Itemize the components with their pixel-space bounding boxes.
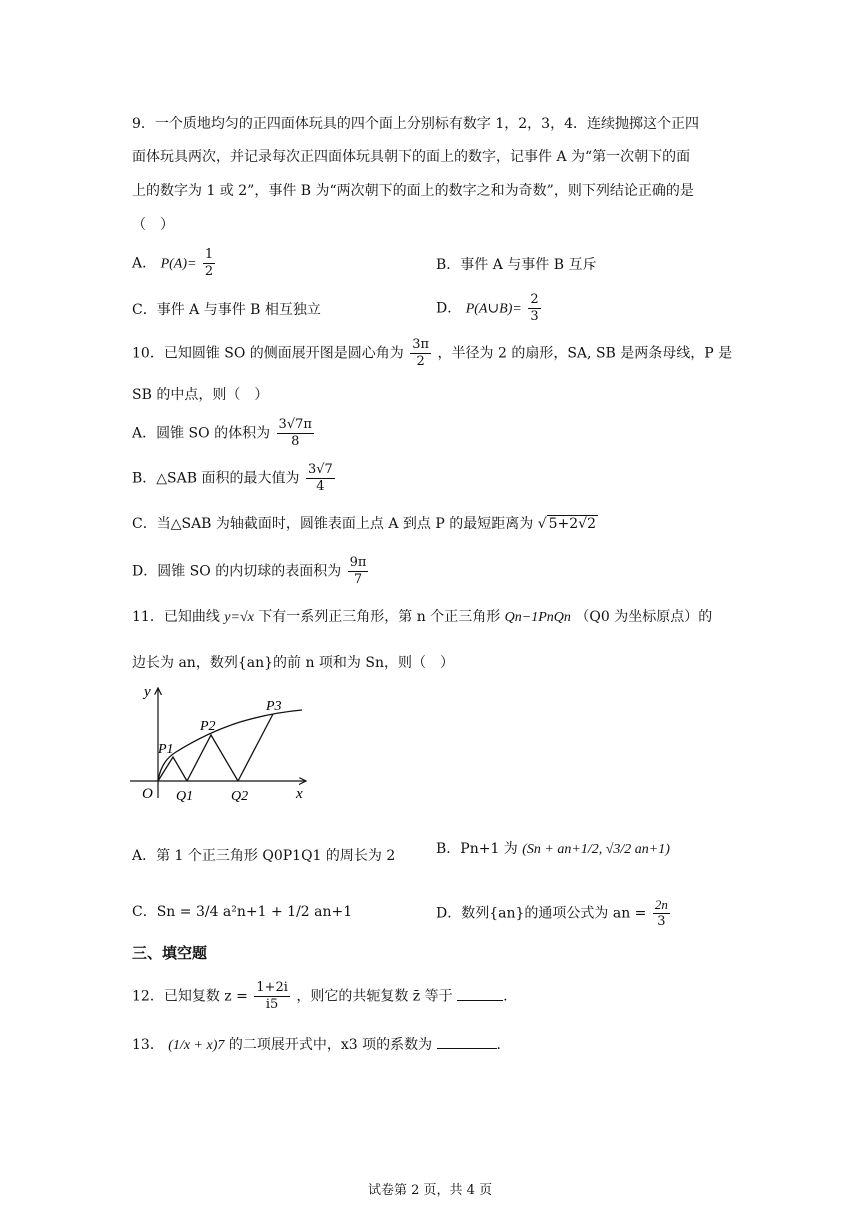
label-origin: O: [142, 786, 153, 802]
q10-option-d-fraction: [348, 556, 369, 587]
page-footer: 试卷第 2 页，共 4 页: [368, 1183, 493, 1198]
q13: [132, 1038, 501, 1053]
q9-option-b: B．事件 A 与事件 B 互斥: [436, 257, 597, 273]
frac-num: 3√7: [307, 462, 333, 477]
frac-den: 2: [204, 264, 214, 279]
q9-option-d: [436, 293, 543, 324]
q10-option-a-fraction: [277, 418, 314, 449]
q13-expr: (1/x + x)7: [168, 1038, 225, 1053]
q11-line1-pre: 11．已知曲线: [132, 609, 220, 625]
q10-line1-post: ，半径为 2 的扇形，SA, SB 是两条母线，P 是: [437, 345, 733, 362]
q10-line1: [132, 338, 732, 369]
q10-line1-pre: 10．已知圆锥 SO 的侧面展开图是圆心角为: [132, 345, 404, 362]
q11-line2: 边长为 an，数列{an}的前 n 项和为 Sn，则（ ）: [132, 655, 454, 671]
label-p3: P3: [266, 699, 282, 714]
frac-num: 3π: [412, 337, 430, 352]
q11-option-b-pre: B．Pn+1 为: [436, 841, 518, 857]
q11-option-b-expr: (Sn + an+1/2, √3/2 an+1): [522, 842, 670, 857]
triangle-1: [158, 757, 187, 781]
frac-num: 3√7π: [278, 417, 312, 432]
q10-option-b-pre: B．△SAB 面积的最大值为: [132, 470, 300, 487]
q13-post: 的二项展开式中，x3 项的系数为: [228, 1037, 433, 1053]
q9-line2: 面体玩具两次，并记录每次正四面体玩具朝下的面上的数字，记事件 A 为“第一次朝下的面: [132, 149, 691, 165]
frac-num: 9π: [349, 555, 367, 570]
frac-den: 2: [416, 354, 425, 369]
q10-option-b-fraction: [306, 463, 335, 494]
q12: [132, 981, 508, 1012]
q11-option-b: [436, 842, 670, 857]
frac-num: 1: [204, 247, 214, 262]
label-p1: P1: [158, 742, 174, 757]
q9-line1: 9．一个质地均匀的正四面体玩具的四个面上分别标有数字 1，2，3，4．连续抛掷这个正四: [132, 116, 699, 132]
label-q2: Q2: [231, 789, 249, 804]
q9-option-a-label: A．: [132, 255, 157, 272]
label-p2: P2: [200, 719, 216, 734]
q9-option-a: [132, 248, 217, 279]
frac-den: 7: [353, 572, 363, 587]
q10-option-c-pre: C．当△SAB 为轴截面时，圆锥表面上点 A 到点 P 的最短距离为: [132, 516, 534, 532]
q11-line1-post: （Q0 为坐标原点）的: [575, 609, 713, 625]
label-q1: Q1: [176, 789, 194, 804]
q9-option-c: C．事件 A 与事件 B 相互独立: [132, 302, 321, 318]
q12-pre: 12．已知复数 z =: [132, 988, 248, 1005]
q10-option-a-pre: A．圆锥 SO 的体积为: [132, 425, 271, 442]
q12-fraction: [254, 981, 290, 1012]
q9-option-d-fraction: [528, 293, 540, 324]
q12-end: .: [503, 988, 508, 1005]
q10-option-d-pre: D．圆锥 SO 的内切球的表面积为: [132, 563, 342, 580]
frac-num: 1+2i: [256, 980, 288, 995]
q12-post: ，则它的共轭复数 z̄ 等于: [296, 988, 453, 1005]
q11-line1-mid: 下有一系列正三角形，第 n 个正三角形: [258, 609, 501, 625]
label-x: x: [296, 786, 303, 802]
sqrt-curve: [158, 710, 302, 781]
q9-line3: 上的数字为 1 或 2”，事件 B 为“两次朝下的面上的数字之和为奇数”，则下列结论正确的是: [132, 183, 694, 199]
q9-option-a-expr: P(A)=: [160, 256, 197, 272]
q11-triangle-expr: Qn−1PnQn: [504, 610, 571, 625]
q9-option-d-label: D．: [436, 300, 462, 317]
sqrt-symbol: √: [537, 516, 547, 532]
q11-figure: [120, 680, 320, 810]
q11-option-d: [436, 898, 672, 929]
label-y: y: [144, 684, 151, 700]
frac-den: 3: [530, 309, 539, 324]
q11-option-d-fraction: [653, 898, 670, 929]
frac-den: 4: [316, 479, 325, 494]
q13-end: .: [496, 1037, 501, 1053]
q9-paren: （ ）: [132, 217, 174, 233]
q11-option-a: A．第 1 个正三角形 Q0P1Q1 的周长为 2: [132, 848, 396, 864]
q10-option-d: [132, 556, 370, 587]
q10-option-c-root: 5+2√2: [548, 516, 596, 532]
q10-angle-fraction: [410, 338, 431, 369]
q11-curve-expr: y=√x: [224, 610, 254, 625]
q10-option-a: [132, 418, 316, 449]
frac-den: i5: [265, 997, 279, 1012]
section-heading: 三、填空题: [132, 944, 208, 962]
q10-option-b: [132, 463, 337, 494]
q9-option-a-fraction: [203, 248, 215, 279]
q10-option-c: [132, 517, 598, 531]
q11-option-d-pre: D．数列{an}的通项公式为 an =: [436, 905, 647, 922]
triangle-3: [238, 714, 273, 781]
q11-line1: [132, 610, 712, 625]
frac-den: 3: [657, 914, 666, 929]
frac-num: 2: [530, 292, 539, 307]
q13-pre: 13．: [132, 1037, 164, 1053]
answer-blank[interactable]: [437, 1038, 497, 1049]
q9-option-d-expr: P(A∪B)=: [465, 301, 522, 317]
answer-blank[interactable]: [457, 990, 503, 1001]
q11-option-c: C．Sn = 3/4 a²n+1 + 1/2 an+1: [132, 904, 353, 920]
frac-den: 8: [291, 434, 300, 449]
q10-line2: SB 的中点，则（ ）: [132, 387, 269, 403]
frac-num: 2n: [654, 897, 668, 912]
